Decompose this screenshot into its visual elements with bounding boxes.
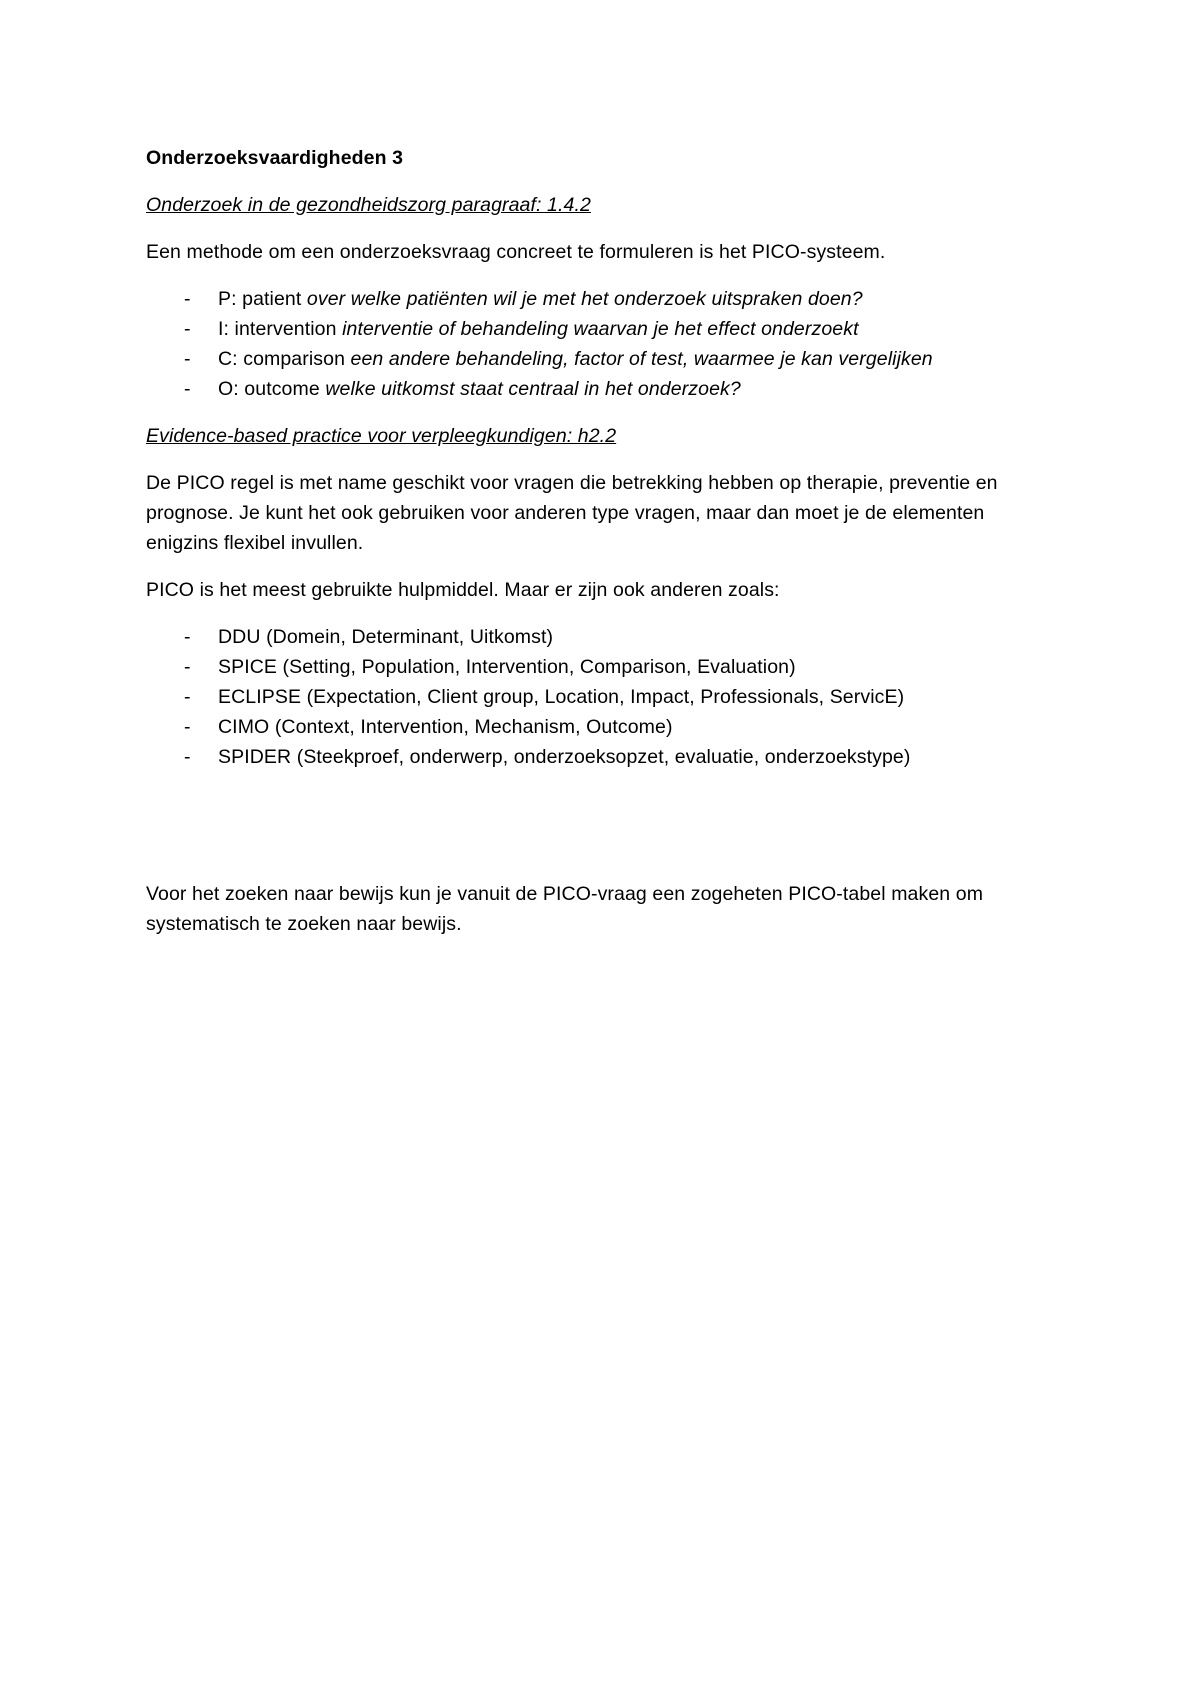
list-dash: - — [184, 656, 191, 678]
list-item-cimo — [146, 712, 1046, 742]
list-item-pico-i — [146, 314, 1046, 344]
list-item-text: ECLIPSE (Expectation, Client group, Location, Impact, Professionals, ServicE) — [218, 686, 905, 708]
pico-term: C: comparison — [218, 348, 351, 370]
blank-spacer — [146, 789, 1046, 879]
list-item-spice — [146, 652, 1046, 682]
list-dash: - — [184, 686, 191, 708]
pico-intro-paragraph: Een methode om een onderzoeksvraag concreet te formuleren is het PICO-systeem. — [146, 241, 886, 263]
section-heading-evidence-based: Evidence-based practice voor verpleegkundigen: h2.2 — [146, 425, 617, 447]
pico-description: welke uitkomst staat centraal in het onderzoek? — [325, 378, 741, 400]
list-item-text: SPICE (Setting, Population, Intervention, Comparison, Evaluation) — [218, 656, 796, 678]
list-item-text: SPIDER (Steekproef, onderwerp, onderzoeksopzet, evaluatie, onderzoekstype) — [218, 746, 911, 768]
list-item-ddu — [146, 622, 1046, 652]
alternatives-list — [146, 622, 1046, 772]
list-dash: - — [184, 318, 191, 340]
list-item-text: CIMO (Context, Intervention, Mechanism, Outcome) — [218, 716, 673, 738]
pico-description: een andere behandeling, factor of test, waarmee je kan vergelijken — [350, 348, 933, 370]
pico-usage-paragraph: De PICO regel is met name geschikt voor vragen die betrekking hebben op therapie, preventie en prognose. Je kunt het ook gebruiken voor anderen type vragen, maar dan moet je de elementen enigzins flexibel invullen. — [146, 472, 998, 554]
list-dash: - — [184, 348, 191, 370]
pico-table-paragraph: Voor het zoeken naar bewijs kun je vanuit de PICO-vraag een zogeheten PICO-tabel maken om systematisch te zoeken naar bewijs. — [146, 883, 984, 935]
list-dash: - — [184, 378, 191, 400]
list-dash: - — [184, 626, 191, 648]
list-dash: - — [184, 746, 191, 768]
list-item-spider — [146, 742, 1046, 772]
document-title: Onderzoeksvaardigheden 3 — [146, 147, 404, 169]
pico-description: interventie of behandeling waarvan je het effect onderzoekt — [342, 318, 859, 340]
list-item-pico-p — [146, 284, 1046, 314]
list-item-eclipse — [146, 682, 1046, 712]
pico-list — [146, 284, 1046, 404]
list-item-pico-o — [146, 374, 1046, 404]
document-body — [146, 143, 1046, 956]
list-item-pico-c — [146, 344, 1046, 374]
pico-term: I: intervention — [218, 318, 343, 340]
list-dash: - — [184, 288, 191, 310]
list-dash: - — [184, 716, 191, 738]
pico-term: O: outcome — [218, 378, 326, 400]
pico-term: P: patient — [218, 288, 307, 310]
alternatives-intro-paragraph: PICO is het meest gebruikte hulpmiddel. Maar er zijn ook anderen zoals: — [146, 579, 780, 601]
list-item-text: DDU (Domein, Determinant, Uitkomst) — [218, 626, 554, 648]
section-heading-onderzoek: Onderzoek in de gezondheidszorg paragraaf: 1.4.2 — [146, 194, 591, 216]
pico-description: over welke patiënten wil je met het onderzoek uitspraken doen? — [306, 288, 863, 310]
